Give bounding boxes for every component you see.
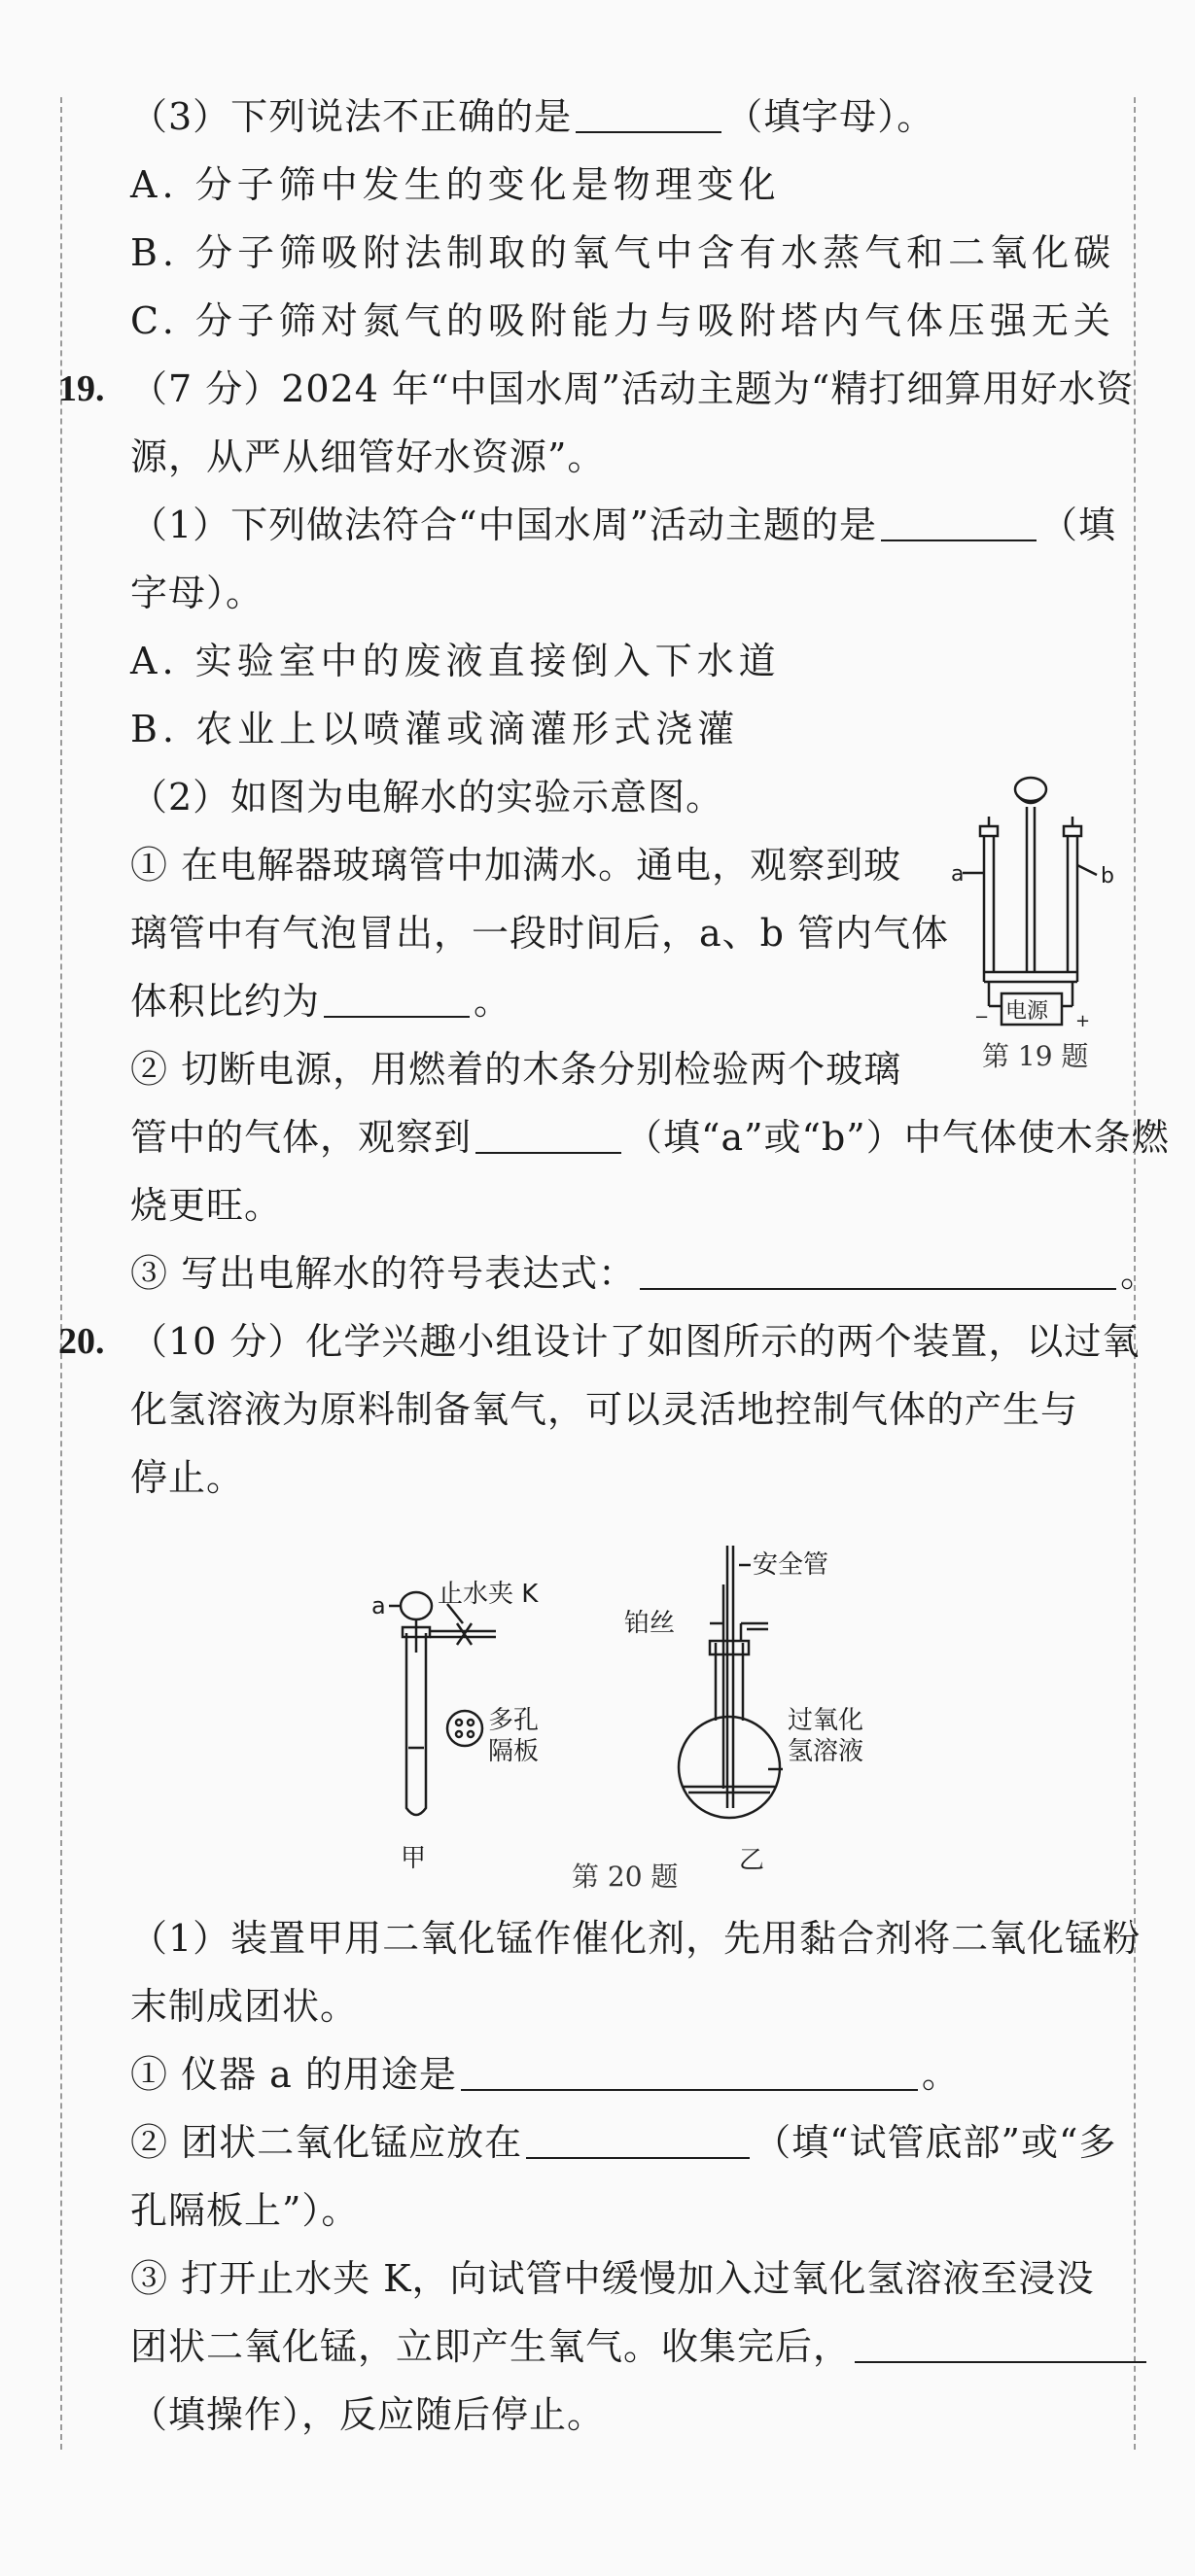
q20-sub1-suffix: 。 bbox=[921, 2053, 960, 2096]
clamp-k-label: 止水夹 K bbox=[438, 1580, 539, 1609]
safety-tube-label: 安全管 bbox=[753, 1550, 829, 1580]
minus-sign: − bbox=[974, 1007, 990, 1027]
answer-blank[interactable] bbox=[881, 503, 1037, 541]
q20-stem-line2: 化氢溶液为原料制备氧气，可以灵活地控制气体的产生与 bbox=[130, 1388, 1079, 1431]
q19-sub3-text: ③ 写出电解水的符号表达式： bbox=[130, 1252, 637, 1295]
q19-sub3-suffix: 。 bbox=[1120, 1252, 1159, 1295]
q19-stem-line2: 源，从严从细管好水资源”。 bbox=[130, 435, 606, 478]
q20-sub3-line2 bbox=[130, 2323, 1150, 2370]
q20-sub1-text: ① 仪器 a 的用途是 bbox=[130, 2053, 457, 2096]
q19-option-a: A. 实验室中的废液直接倒入下水道 bbox=[130, 640, 781, 682]
porous-plate-label-1: 多孔 bbox=[488, 1706, 540, 1735]
q20-sub1 bbox=[130, 2051, 960, 2098]
q18-part3 bbox=[130, 93, 934, 140]
q19-number: 19. bbox=[58, 368, 105, 409]
q19-sub1-line3 bbox=[130, 978, 511, 1025]
h2o2-solution-label-2: 氢溶液 bbox=[788, 1737, 864, 1766]
q20-sub2-text: ② 团状二氧化锰应放在 bbox=[130, 2121, 523, 2164]
margin-dashed-line-left bbox=[60, 97, 62, 2450]
q18-part3-suffix: （填字母）。 bbox=[725, 95, 935, 138]
figure-19-caption: 第 19 题 bbox=[982, 1040, 1089, 1072]
answer-blank[interactable] bbox=[855, 2324, 1146, 2363]
q19-sub1-text: 体积比约为 bbox=[130, 980, 321, 1023]
apparatus-yi-label: 乙 bbox=[739, 1846, 765, 1875]
answer-blank[interactable] bbox=[576, 94, 721, 133]
power-source-label: 电源 bbox=[1005, 999, 1049, 1024]
h2o2-solution-label-1: 过氧化 bbox=[788, 1706, 864, 1735]
apparatus-jia-label: 甲 bbox=[401, 1844, 427, 1873]
figure-20-caption: 第 20 题 bbox=[572, 1861, 679, 1893]
label-b: b bbox=[1101, 864, 1114, 888]
q19-part1-suffix: （填 bbox=[1040, 504, 1117, 546]
q20-part1-line1: （1）装置甲用二氧化锰作催化剂，先用黏合剂将二氧化锰粉 bbox=[130, 1917, 1142, 1960]
q20-sub3-text: 团状二氧化锰，立即产生氧气。收集完后， bbox=[130, 2325, 852, 2368]
q19-sub2-line2 bbox=[130, 1114, 1170, 1161]
plus-sign: + bbox=[1075, 1011, 1091, 1031]
q18-option-c: C. 分子筛对氮气的吸附能力与吸附塔内气体压强无关 bbox=[130, 299, 1115, 342]
answer-blank[interactable] bbox=[324, 979, 470, 1018]
answer-blank[interactable] bbox=[640, 1251, 1116, 1290]
q18-part3-text: （3）下列说法不正确的是 bbox=[130, 95, 573, 138]
q19-sub2-suffix: （填“a”或“b”）中气体使木条燃 bbox=[625, 1116, 1170, 1159]
answer-blank[interactable] bbox=[475, 1115, 621, 1154]
q20-part1-line2: 末制成团状。 bbox=[130, 1985, 359, 2028]
q19-sub2-line3: 烧更旺。 bbox=[130, 1184, 283, 1227]
q20-stem-line3: 停止。 bbox=[130, 1456, 245, 1499]
oxygen-apparatus-diagram bbox=[350, 1526, 875, 1876]
q19-sub3 bbox=[130, 1250, 1158, 1297]
q19-sub2-line1: ② 切断电源，用燃着的木条分别检验两个玻璃 bbox=[130, 1048, 902, 1091]
q18-option-a: A. 分子筛中发生的变化是物理变化 bbox=[130, 163, 781, 206]
q20-sub3-line1: ③ 打开止水夹 K，向试管中缓慢加入过氧化氢溶液至浸没 bbox=[130, 2257, 1095, 2300]
q19-sub1-suffix: 。 bbox=[474, 980, 512, 1023]
q19-sub1-line1: ① 在电解器玻璃管中加满水。通电，观察到玻 bbox=[130, 844, 902, 887]
q19-part1 bbox=[130, 502, 1116, 548]
q19-part1-text: （1）下列做法符合“中国水周”活动主题的是 bbox=[130, 504, 878, 546]
label-a: a bbox=[371, 1592, 386, 1619]
q19-option-b: B. 农业上以喷灌或滴灌形式浇灌 bbox=[130, 708, 740, 750]
q19-part1-line2: 字母）。 bbox=[130, 572, 264, 614]
label-a: a bbox=[951, 862, 965, 887]
q20-sub3-line3: （填操作），反应随后停止。 bbox=[130, 2393, 606, 2436]
q20-number: 20. bbox=[58, 1321, 105, 1362]
q19-stem-line1: （7 分）2024 年“中国水周”活动主题为“精打细算用好水资 bbox=[130, 367, 1135, 410]
q19-sub1-line2: 璃管中有气泡冒出，一段时间后，a、b 管内气体 bbox=[130, 912, 950, 955]
q20-sub2 bbox=[130, 2119, 1116, 2166]
q19-part2: （2）如图为电解水的实验示意图。 bbox=[130, 776, 724, 818]
q20-sub2-suffix: （填“试管底部”或“多 bbox=[754, 2121, 1117, 2164]
q20-sub2-line2: 孔隔板上”）。 bbox=[130, 2189, 360, 2232]
answer-blank[interactable] bbox=[526, 2120, 750, 2159]
platinum-wire-label: 铂丝 bbox=[624, 1609, 676, 1638]
porous-plate-label-2: 隔板 bbox=[488, 1737, 540, 1766]
q19-sub2-text: 管中的气体，观察到 bbox=[130, 1116, 473, 1159]
q18-option-b: B. 分子筛吸附法制取的氧气中含有水蒸气和二氧化碳 bbox=[130, 231, 1116, 274]
electrolysis-diagram bbox=[933, 768, 1128, 1040]
q20-stem-line1: （10 分）化学兴趣小组设计了如图所示的两个装置，以过氧 bbox=[130, 1320, 1141, 1363]
answer-blank[interactable] bbox=[461, 2052, 918, 2091]
